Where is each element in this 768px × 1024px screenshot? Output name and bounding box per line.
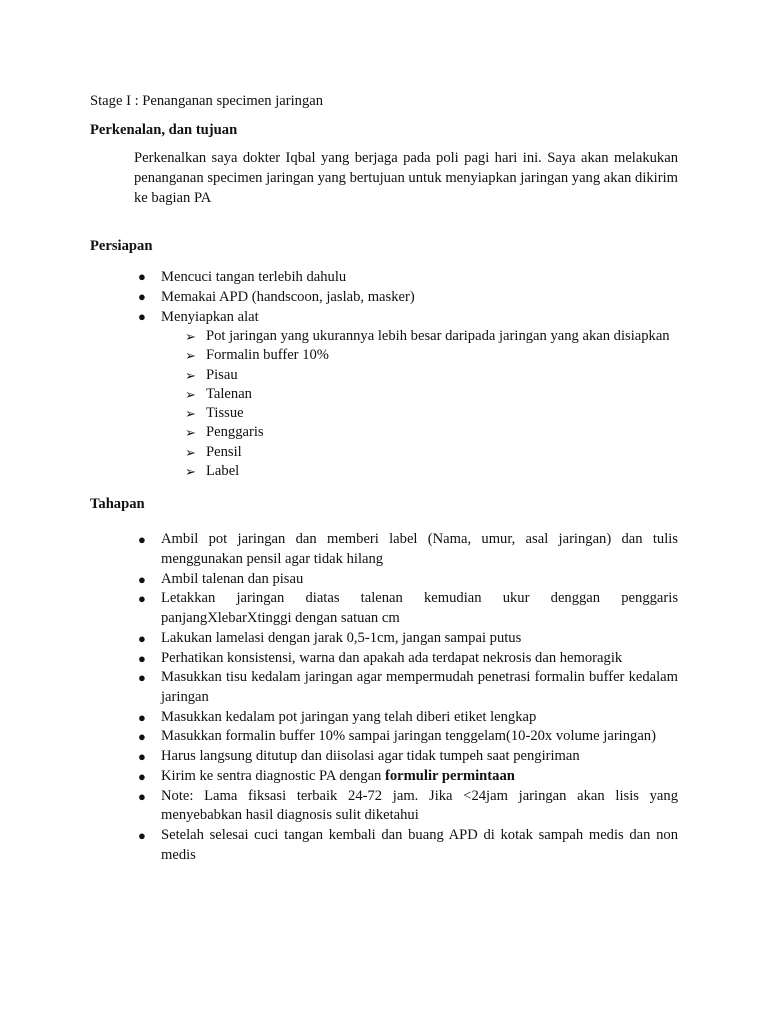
bullet-icon: ●: [138, 571, 146, 587]
list-item: ● Perhatikan konsistensi, warna dan apakah ada terdapat nekrosis dan hemoragik: [161, 649, 678, 669]
bullet-icon: ●: [138, 289, 146, 304]
sub-list-item: ➢ Pensil: [206, 443, 678, 462]
bullet-icon: ●: [138, 749, 146, 765]
sub-list-item: ➢ Penggaris: [206, 423, 678, 442]
list-item: ● Menyiapkan alat ➢ Pot jaringan yang ukurannya lebih besar daripada jaringan yang akan disiapkan ➢ Formalin buffer 10% ➢ Pisau ➢ Talenan ➢ Tissue ➢ Penggaris ➢ Pensil ➢ Label: [161, 307, 678, 481]
alat-list: [161, 327, 678, 481]
bullet-icon: ●: [138, 709, 146, 725]
list-item: ● Lakukan lamelasi dengan jarak 0,5-1cm, jangan sampai putus: [161, 629, 678, 649]
list-item: ● Ambil pot jaringan dan memberi label (Nama, umur, asal jaringan) dan tulis menggunakan pensil agar tidak hilang: [138, 531, 678, 568]
persiapan-heading: Persiapan: [90, 238, 153, 254]
arrow-bullet-icon: ➢: [185, 386, 196, 402]
sub-list-item: ➢ Talenan: [206, 385, 678, 404]
arrow-bullet-icon: ➢: [185, 348, 196, 364]
bullet-icon: ●: [138, 309, 146, 324]
arrow-bullet-icon: ➢: [185, 367, 196, 383]
bullet-icon: ●: [138, 532, 146, 548]
bullet-icon: ●: [138, 729, 146, 745]
bullet-icon: ●: [138, 269, 146, 284]
sub-list-item: ➢ Pot jaringan yang ukurannya lebih besar daripada jaringan yang akan disiapkan: [206, 327, 678, 346]
arrow-bullet-icon: ➢: [185, 406, 196, 422]
bullet-icon: ●: [138, 650, 146, 666]
list-item: [138, 767, 678, 787]
list-item: ● Setelah selesai cuci tangan kembali dan buang APD di kotak sampah medis dan non medis: [138, 826, 678, 863]
persiapan-list: [90, 267, 678, 481]
bullet-icon: ●: [138, 827, 146, 843]
arrow-bullet-icon: ➢: [185, 464, 196, 480]
arrow-bullet-icon: ➢: [185, 444, 196, 460]
bullet-icon: ●: [138, 788, 146, 804]
tahapan-list: [90, 530, 678, 865]
bullet-icon: ●: [138, 630, 146, 646]
bullet-icon: ●: [138, 768, 146, 784]
list-item: ● Mencuci tangan terlebih dahulu: [138, 269, 347, 285]
list-item: ● Harus langsung ditutup dan diisolasi agar tidak tumpeh saat pengiriman: [161, 747, 678, 767]
intro-heading: Perkenalan, dan tujuan: [90, 122, 238, 138]
arrow-bullet-icon: ➢: [185, 425, 196, 441]
list-item: ● Memakai APD (handscoon, jaslab, masker): [138, 289, 415, 305]
sub-list-item: ➢ Formalin buffer 10%: [206, 346, 678, 365]
document-page: [90, 91, 678, 865]
list-item: ● Masukkan kedalam pot jaringan yang telah diberi etiket lengkap: [161, 708, 678, 728]
list-item: ● Letakkan jaringan diatas talenan kemudian ukur denggan penggaris panjangXlebarXtinggi dengan satuan cm: [138, 590, 678, 627]
list-item: ● Note: Lama fiksasi terbaik 24-72 jam. Jika <24jam jaringan akan lisis yang menyebabkan hasil diagnosis sulit diketahui: [138, 787, 678, 824]
list-item: ● Ambil talenan dan pisau: [161, 570, 678, 590]
sub-list-item: ➢ Pisau: [206, 366, 678, 385]
formulir-permintaan: formulir permintaan: [385, 767, 515, 784]
tahapan-heading: Tahapan: [90, 496, 145, 513]
list-item: ● Masukkan formalin buffer 10% sampai jaringan tenggelam(10-20x volume jaringan): [161, 727, 678, 747]
bullet-icon: ●: [138, 670, 146, 686]
intro-paragraph: Perkenalkan saya dokter Iqbal yang berjaga pada poli pagi hari ini. Saya akan melakukan penanganan specimen jaringan yang bertujuan untuk menyiapkan jaringan yang akan dikirim ke bagian PA: [134, 150, 678, 206]
stage-title: Stage I : Penanganan specimen jaringan: [90, 93, 324, 109]
list-item: ● Masukkan tisu kedalam jaringan agar mempermudah penetrasi formalin buffer kedalam jaringan: [138, 669, 678, 705]
kirim-text: Kirim ke sentra diagnostic PA dengan: [161, 767, 386, 784]
arrow-bullet-icon: ➢: [185, 329, 196, 344]
bullet-icon: ●: [138, 591, 146, 607]
sub-list-item: ➢ Label: [206, 462, 678, 481]
sub-list-item: ➢ Tissue: [206, 404, 678, 423]
